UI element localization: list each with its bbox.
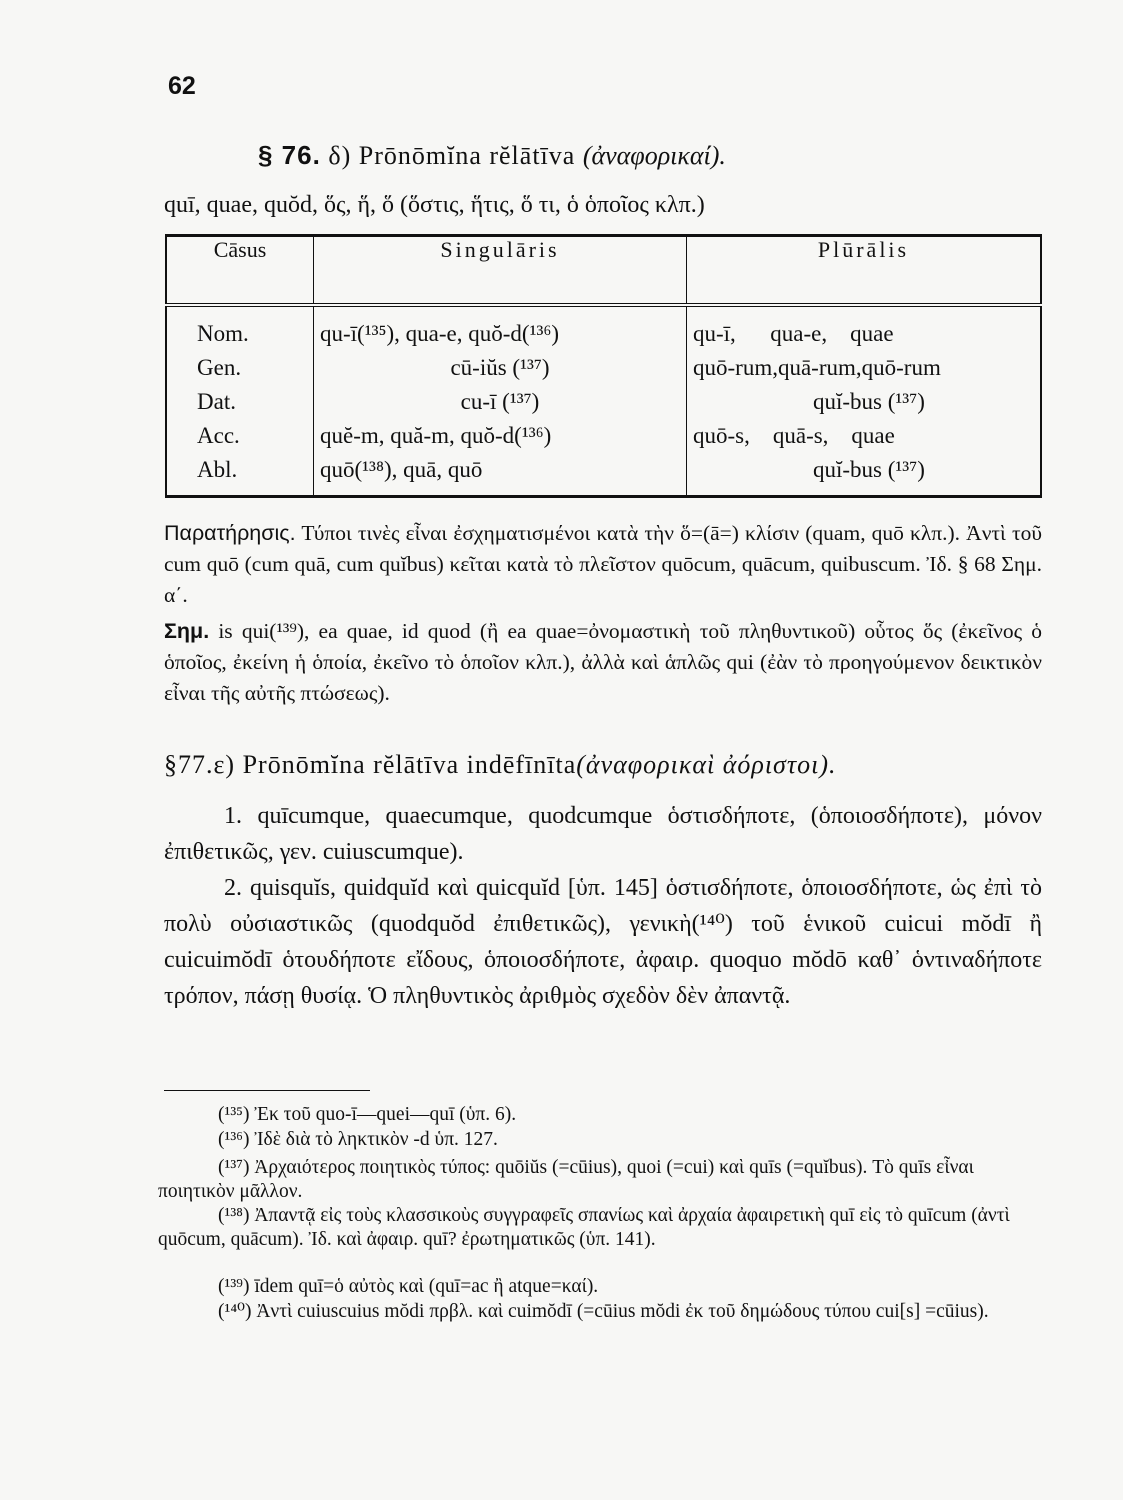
header-pluralis: Plūrālis bbox=[687, 236, 1042, 306]
header-casus: Cāsus bbox=[213, 237, 267, 262]
relative-forms-line: quī, quae, quŏd, ὅς, ἥ, ὅ (ὅστις, ἥτις, ὅ τι, ὁ ὁποῖος κλπ.) bbox=[164, 192, 705, 218]
singular-cell: quō(¹³⁸), quā, quō bbox=[320, 457, 483, 482]
note-paragraph bbox=[164, 616, 1042, 709]
footnote: (¹³⁷) Ἀρχαιότερος ποιητικὸς τύπος: quōiŭs (=cūius), quoi (=cui) καὶ quīs (=quĭbus). Τὸ quīs εἶναι ποιητικὸν μᾶλλον. bbox=[158, 1157, 974, 1202]
section-greek-title: (ἀναφορικαί). bbox=[582, 141, 726, 170]
footnote: (¹³⁵) Ἐκ τοῦ quo-ī—quei—quī (ὑπ. 6). bbox=[218, 1104, 517, 1125]
singular-cell: cu-ī (¹³⁷) bbox=[460, 389, 540, 414]
plural-column bbox=[687, 305, 1042, 497]
observation-text: Τύποι τινὲς εἶναι ἐσχηματισμένοι κατὰ τὴν ὅ=(ā=) κλίσιν (quam, quō κλπ.). Ἀντὶ τοῦ cum quō (cum quā, cum quĭbus) κεῖται κατὰ τὸ πλεῖστον quōcum, quācum, quibuscum. Ἰδ. § 68 Σημ. α΄. bbox=[164, 521, 1042, 607]
singular-cell: cū-iŭs (¹³⁷) bbox=[450, 355, 550, 380]
item-1-paragraph bbox=[164, 798, 1042, 870]
note-label: Σημ. bbox=[164, 619, 210, 643]
note-text: is qui(¹³⁹), ea quae, id quod (ἢ ea quae=ὀνομαστικὴ τοῦ πληθυντικοῦ) οὗτος ὅς (ἐκεῖνος ὁ ὁποῖος, ἐκείνη ἡ ὁποία, ἐκεῖνο τὸ ὁποῖον κλπ.), ἀλλὰ καὶ ἁπλῶς qui (ἐὰν τὸ προηγούμενον δεικτικὸν εἶναι τῆς αὐτῆς πτώσεως). bbox=[164, 619, 1042, 705]
footnote-divider bbox=[164, 1090, 370, 1091]
section-title: Prōnōmĭna rĕlātīva indēfīnīta bbox=[242, 750, 577, 779]
plural-cell: quĭ-bus (¹³⁷) bbox=[813, 457, 925, 482]
case-label: Acc. bbox=[197, 423, 240, 448]
section-77-heading bbox=[164, 750, 837, 780]
item-2-paragraph bbox=[164, 870, 1042, 1014]
cases-column bbox=[166, 305, 314, 497]
singular-cell: quĕ-m, quă-m, quŏ-d(¹³⁶) bbox=[320, 423, 552, 448]
plural-cell: quĭ-bus (¹³⁷) bbox=[813, 389, 925, 414]
table-header-row bbox=[166, 236, 1041, 306]
case-label: Nom. bbox=[197, 321, 249, 346]
case-label: Dat. bbox=[197, 389, 236, 414]
footnote: (¹³⁹) īdem quī=ὁ αὐτὸς καὶ (quī=ac ἢ atque=καί). bbox=[218, 1276, 599, 1297]
item-number: 1. bbox=[224, 803, 242, 829]
section-title: Prōnōmĭna rĕlātīva bbox=[358, 141, 576, 170]
item-number: 2. bbox=[224, 875, 242, 901]
singular-column bbox=[314, 305, 687, 497]
footnote: (¹⁴⁰) Ἀντὶ cuiuscuius mŏdi πρβλ. καὶ cuimŏdī (=cūius mŏdi ἐκ τοῦ δημώδους τύπου cui[s] =cūius). bbox=[218, 1301, 989, 1322]
section-number: §77. bbox=[164, 750, 214, 779]
plural-cell: qu-ī, qua-e, quae bbox=[693, 321, 894, 346]
section-greek-title: (ἀναφορικαὶ ἀόριστοι). bbox=[576, 750, 837, 779]
plural-cell: quō-s, quā-s, quae bbox=[693, 423, 895, 448]
singular-cell: qu-ī(¹³⁵), qua-e, quŏ-d(¹³⁶) bbox=[320, 321, 560, 346]
table-body-row bbox=[166, 305, 1041, 497]
page-number: 62 bbox=[168, 72, 196, 100]
section-letter: ε) bbox=[213, 750, 236, 779]
case-label: Abl. bbox=[197, 457, 238, 482]
case-label: Gen. bbox=[197, 355, 242, 380]
header-singularis: Singulāris bbox=[314, 236, 687, 306]
footnote: (¹³⁶) Ἰδὲ διὰ τὸ ληκτικὸν -d ὑπ. 127. bbox=[218, 1129, 498, 1150]
observation-label: Παρατήρησις. bbox=[164, 521, 296, 545]
item-text: quīcumque, quaecumque, quodcumque ὁστισδήποτε, (ὁποιοσδήποτε), μόνον ἐπιθετικῶς, γεν. cuiuscumque). bbox=[164, 803, 1042, 865]
section-76-heading bbox=[258, 140, 726, 171]
plural-cell: quō-rum,quā-rum,quō-rum bbox=[693, 355, 941, 380]
section-number: § 76. bbox=[258, 140, 321, 170]
item-text: quisquĭs, quidquĭd καὶ quicquĭd [ὑπ. 145] ὁστισδήποτε, ὁποιοσδήποτε, ὡς ἐπὶ τὸ πολὺ οὐσιαστικῶς (quodquŏd ἐπιθετικῶς), γενικὴ(¹⁴⁰) τοῦ ἑνικοῦ cuicui mŏdī ἢ cuicuimŏdī ὁτουδήποτε εἴδους, ὁποιοσδήποτε, ἀφαιρ. quoquo mŏdō καθ᾽ ὁντιναδήποτε τρόπον, πάσῃ θυσίᾳ. Ὁ πληθυντικὸς ἀριθμὸς σχεδὸν δὲν ἀπαντᾷ. bbox=[164, 875, 1042, 1009]
observation-paragraph bbox=[164, 518, 1042, 611]
section-letter: δ) bbox=[328, 141, 352, 170]
declension-table bbox=[165, 234, 1042, 498]
footnote: (¹³⁸) Ἀπαντᾷ εἰς τοὺς κλασσικοὺς συγγραφεῖς σπανίως καὶ ἀρχαία ἀφαιρετικὴ quī εἰς τὸ quīcum (ἀντὶ quōcum, quācum). Ἰδ. καὶ ἀφαιρ. quī? ἐρωτηματικῶς (ὑπ. 141). bbox=[158, 1205, 1010, 1250]
